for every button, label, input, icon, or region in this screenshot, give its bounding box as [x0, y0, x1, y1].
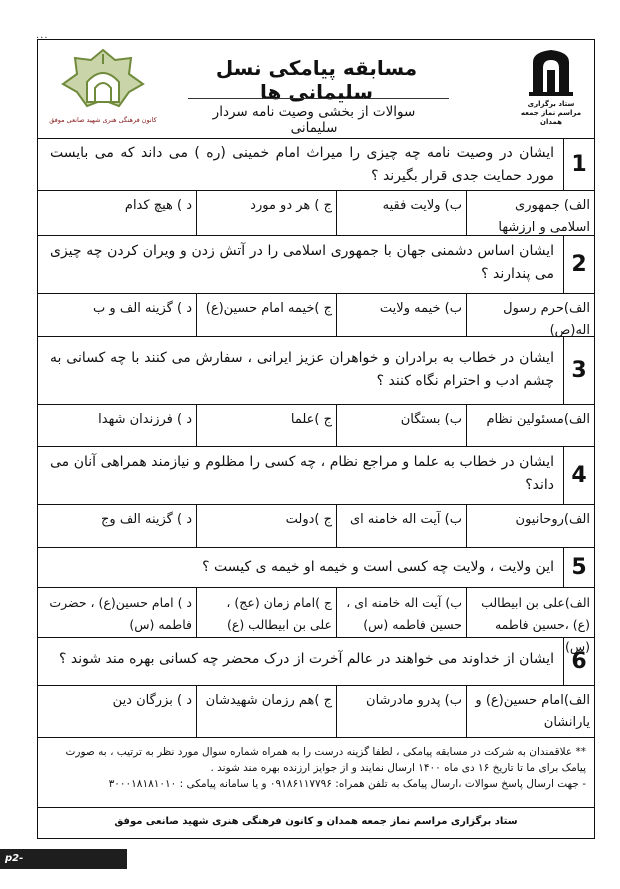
- question-number: 5: [563, 548, 594, 587]
- option-b: ب) آیت اله خامنه ای ، حسین فاطمه (س): [336, 588, 466, 637]
- option-a: الف)علی بن ابیطالب (ع) ،حسین فاطمه (س): [466, 588, 594, 637]
- mosque-emblem-icon: [59, 48, 147, 110]
- option-b: ب) ولایت فقیه: [336, 191, 466, 235]
- page-subtitle: سوالات از بخشی وصیت نامه سردار سلیمانی: [212, 104, 416, 136]
- question-number: 1: [563, 138, 594, 190]
- page-marker: ...: [36, 30, 49, 41]
- options-row: [38, 686, 594, 738]
- question-text: ایشان در خطاب به برادران و خواهران عزیز ایرانی ، سفارش می کنند با چه کسانی به چشم ادب و احترام نگاه کنند ؟: [50, 350, 554, 389]
- question-text: ایشان از خداوند می خواهند در عالم آخرت از درک محضر چه کسانی بهره مند شوند ؟: [59, 651, 554, 667]
- contact-text: - جهت ارسال پاسخ سوالات ،ارسال پیامک به تلفن همراه: ۰۹۱۸۶۱۱۷۷۹۶ و یا سامانه پیامکی : ۳۰۰۰۱۸۱۸۱۰۱۰: [108, 778, 586, 790]
- option-d: د ) فرزندان شهدا: [98, 412, 192, 427]
- question-row: [38, 337, 594, 405]
- friday-prayer-logo: [520, 48, 582, 127]
- quiz-sheet: [37, 39, 595, 839]
- option-c: ج )علما: [196, 405, 336, 446]
- option-c: ج ) هر دو مورد: [196, 191, 336, 235]
- options-row: [38, 505, 594, 548]
- instructions: [38, 738, 594, 808]
- organizer-credit: ستاد برگزاری مراسم نماز جمعه همدان و کانون فرهنگی هنری شهید صانعی موفق: [114, 816, 518, 827]
- option-d: د ) گزینه الف وج: [101, 512, 192, 527]
- option-b: ب) خیمه ولایت: [336, 294, 466, 336]
- question-number: 4: [563, 447, 594, 504]
- question-text: این ولایت ، ولایت چه کسی است و خیمه او خیمه ی کیست ؟: [202, 559, 554, 575]
- question-text: ایشان در خطاب به علما و مراجع نظام ، چه کسی را مظلوم و نیازمند همراهی آنان می داند؟: [50, 454, 554, 493]
- header: [38, 40, 594, 139]
- options-row: [38, 405, 594, 447]
- option-a: الف)مسئولین نظام: [466, 405, 594, 446]
- site-watermark: p2-hamedan.nus.ac.ir: [0, 849, 127, 869]
- option-a: الف)امام حسین(ع) و یارانشان: [466, 686, 594, 737]
- question-row: [38, 638, 594, 686]
- right-logo-caption: ستاد برگزاری مراسم نماز جمعه همدان: [520, 100, 582, 126]
- instructions-text: ** علاقمندان به شرکت در مسابقه پیامکی ، لطفا گزینه درست را به همراه شماره سوال مورد نظر به ترتیب ، به صورت پیامک برای ما تا تاریخ ۱۶ دی ماه ۱۴۰۰ ارسال نمایند و از جوایز ارزنده بهره مند شوند .: [65, 746, 586, 774]
- option-a: الف) جمهوری اسلامی و ارزشها: [466, 191, 594, 235]
- options-row: [38, 191, 594, 236]
- option-b: ب) آیت اله خامنه ای: [336, 505, 466, 547]
- options-row: [38, 588, 594, 654]
- title-divider: [188, 98, 449, 99]
- question-row: [38, 447, 594, 505]
- option-c: ج )خیمه امام حسین(ع): [196, 294, 336, 336]
- option-b: ب) پدرو مادرشان: [336, 686, 466, 737]
- question-number: 2: [563, 236, 594, 293]
- options-row: [38, 294, 594, 337]
- option-a: الف)روحانیون: [466, 505, 594, 547]
- building-icon: [529, 48, 573, 96]
- option-a: الف)حرم رسول اله(ص): [466, 294, 594, 336]
- option-d: د ) گزینه الف و ب: [93, 301, 192, 316]
- option-b: ب) بستگان: [336, 405, 466, 446]
- option-c: ج )دولت: [196, 505, 336, 547]
- question-text: ایشان اساس دشمنی جهان با جمهوری اسلامی را در آتش زدن و ویران کردن چه چیزی می پندارند ؟: [50, 243, 554, 282]
- option-d: د ) هیچ کدام: [124, 198, 192, 213]
- option-c: ج )هم رزمان شهیدشان: [196, 686, 336, 737]
- question-row: [38, 138, 594, 191]
- option-d: د ) امام حسین(ع) ، حضرت فاطمه (س): [49, 595, 192, 632]
- question-row: [38, 236, 594, 294]
- question-text: ایشان در وصیت نامه چه چیزی را میراث امام خمینی (ره ) می داند که می بایست مورد حمایت جدی قرار بگیرند ؟: [50, 145, 554, 184]
- question-number: 3: [563, 337, 594, 404]
- option-c: ج )امام زمان (عج) ، علی بن ابیطالب (ع): [196, 588, 336, 637]
- question-row: [38, 548, 594, 588]
- cultural-center-logo: [48, 48, 158, 124]
- option-d: د ) بزرگان دین: [112, 693, 192, 708]
- page-title: مسابقه پیامکی نسل سلیمانی ها: [215, 56, 418, 104]
- question-number: 6: [563, 638, 594, 685]
- left-logo-caption: کانون فرهنگی هنری شهید صانعی موفق: [49, 116, 157, 124]
